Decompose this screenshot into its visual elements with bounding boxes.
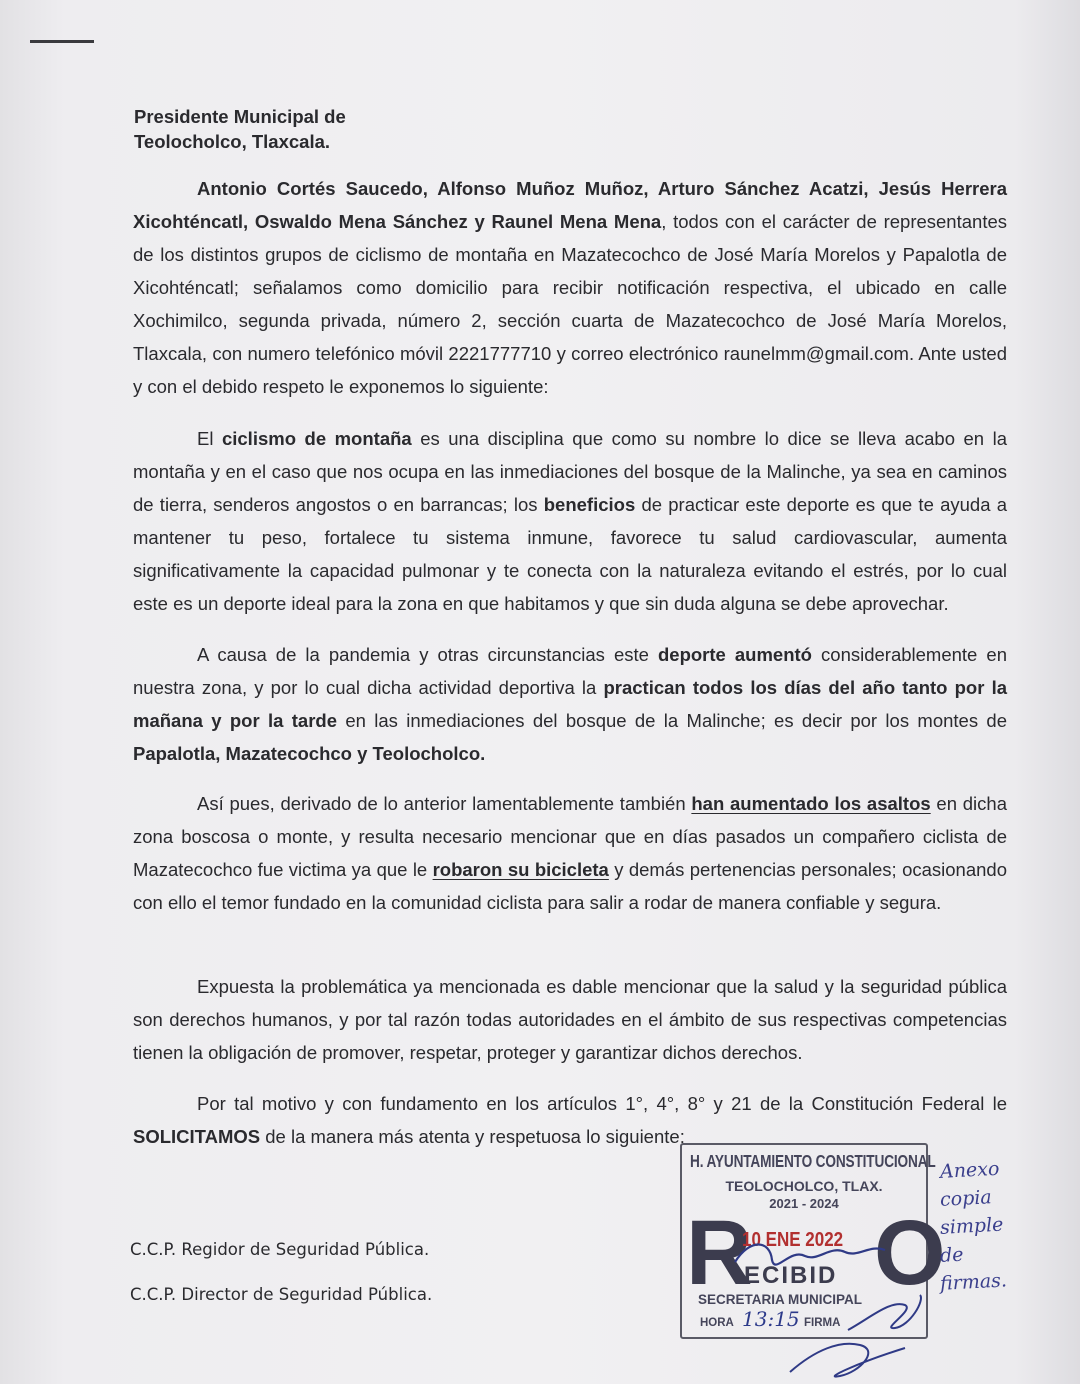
ccp-director: C.C.P. Director de Seguridad Pública. bbox=[130, 1285, 433, 1304]
handnote-line-3: simple bbox=[939, 1213, 1004, 1239]
bottom-pen-stroke bbox=[790, 1344, 905, 1377]
handnote-line-2: copia bbox=[939, 1186, 993, 1211]
stamp-term: 2021 - 2024 bbox=[769, 1196, 839, 1211]
handwritten-note bbox=[940, 1155, 1050, 1295]
p6-bold-solicitamos: SOLICITAMOS bbox=[133, 1126, 261, 1147]
p2-bold-ciclismo: ciclismo de montaña bbox=[221, 428, 412, 449]
p4-text-e: y demás pertenencias personales; ocasionando con ello el temor fundado en la comunidad ciclista para salir a rodar de manera confiable y segura. bbox=[133, 859, 1007, 913]
stamp-recibido: ECIBID bbox=[744, 1262, 838, 1289]
received-stamp bbox=[680, 1143, 946, 1339]
stamp-date: 10 ENE 2022 bbox=[742, 1229, 844, 1251]
p5-text: Expuesta la problemática ya mencionada es dable mencionar que la salud y la seguridad pública son derechos humanos, y por tal razón todas autoridades en el ámbito de sus respectivas competencias tienen la obligación de promover, respetar, proteger y garantizar dichos derechos. bbox=[133, 976, 1007, 1063]
stamp-title: H. AYUNTAMIENTO CONSTITUCIONAL bbox=[690, 1151, 936, 1171]
addressee-line-2: Teolocholco, Tlaxcala. bbox=[134, 131, 331, 152]
p2-text-e: de practicar este deporte es que te ayuda a mantener tu peso, fortalece tu sistema inmune, favorece tu salud cardiovascular, aumenta significativamente la capacidad pulmonar y te conecta con la naturaleza evitando el estrés, por lo cual este es un deporte ideal para la zona en que habitamos y que sin duda alguna se debe aprovechar. bbox=[133, 494, 1007, 614]
paragraph-mountain-biking bbox=[133, 422, 1007, 620]
p3-bold-practican: practican todos los días del año tanto por la mañana y por la tarde bbox=[133, 677, 1007, 731]
p4-underlined-bicicleta: robaron su bicicleta bbox=[432, 859, 609, 880]
handnote-line-5: firmas. bbox=[939, 1269, 1008, 1295]
stamp-office: SECRETARIA MUNICIPAL bbox=[698, 1292, 862, 1307]
p3-bold-deporte: deporte aumentó bbox=[657, 644, 812, 665]
top-dash-mark bbox=[30, 40, 94, 43]
stamp-hour-label: HORA bbox=[700, 1317, 734, 1329]
p3-text-e: en las inmediaciones del bosque de la Malinche; es decir por los montes de bbox=[337, 710, 1007, 731]
handnote-line-4: de bbox=[939, 1243, 965, 1267]
paragraph-petitioners bbox=[133, 172, 1007, 403]
addressee-line-1: Presidente Municipal de bbox=[134, 106, 346, 127]
p3-text-a: A causa de la pandemia y otras circunstancias este bbox=[197, 644, 658, 665]
p2-text-c: es una disciplina que como su nombre lo dice se lleva acabo en la montaña y en el caso que nos ocupa en las inmediaciones del bosque de la Malinche, ya sea en caminos de tierra, senderos angostos o en barrancas; los bbox=[133, 428, 1007, 515]
p6-text-a: Por tal motivo y con fundamento en los artículos 1°, 4°, 8° y 21 de la Constitución Federal le bbox=[197, 1093, 1007, 1114]
paragraph-rights bbox=[133, 970, 1007, 1069]
addressee bbox=[134, 104, 346, 154]
handnote-line-1: Anexo bbox=[939, 1157, 1000, 1183]
p6-text-c: de la manera más atenta y respetuosa lo siguiente: bbox=[260, 1126, 685, 1147]
stamp-place: TEOLOCHOLCO, TLAX. bbox=[725, 1178, 883, 1194]
paragraph-pandemic bbox=[133, 638, 1007, 770]
p4-text-c: en dicha zona boscosa o monte, y resulta necesario mencionar que en días pasados un compañero ciclista de Mazatecochco fue victima ya que le bbox=[133, 793, 1007, 880]
stamp-hour-value: 13:15 bbox=[742, 1307, 800, 1331]
petitioner-details: , todos con el carácter de representantes de los distintos grupos de ciclismo de montaña en Mazatecochco de José María Morelos y Papalotla de Xicohténcatl; señalamos como domicilio para recibir notificación respectiva, el ubicado en calle Xochimilco, segunda privada, número 2, sección cuarta de Mazatecochco de José María Morelos, Tlaxcala, con numero telefónico móvil 2221777710 y correo electrónico raunelmm@gmail.com. Ante usted y con el debido respeto le exponemos lo siguiente: bbox=[133, 211, 1007, 397]
p4-text-a: Así pues, derivado de lo anterior lamentablemente también bbox=[197, 793, 692, 814]
stamp-signature-label: FIRMA bbox=[804, 1317, 841, 1329]
stamp-big-r: R bbox=[686, 1202, 753, 1304]
petitioner-names: Antonio Cortés Saucedo, Alfonso Muñoz Muñoz, Arturo Sánchez Acatzi, Jesús Herrera Xicohténcatl, Oswaldo Mena Sánchez y Raunel Mena Mena bbox=[133, 178, 1007, 232]
p2-bold-beneficios: beneficios bbox=[543, 494, 636, 515]
p4-underlined-asaltos: han aumentado los asaltos bbox=[691, 793, 931, 814]
ccp-regidor: C.C.P. Regidor de Seguridad Pública. bbox=[130, 1240, 430, 1259]
stamp-big-o: O bbox=[874, 1202, 946, 1304]
paragraph-assaults bbox=[133, 787, 1007, 919]
p3-bold-places: Papalotla, Mazatecochco y Teolocholco. bbox=[133, 743, 486, 764]
p3-text-c: considerablemente en nuestra zona, y por lo cual dicha actividad deportiva la bbox=[133, 644, 1007, 698]
p2-text-a: El bbox=[197, 428, 222, 449]
